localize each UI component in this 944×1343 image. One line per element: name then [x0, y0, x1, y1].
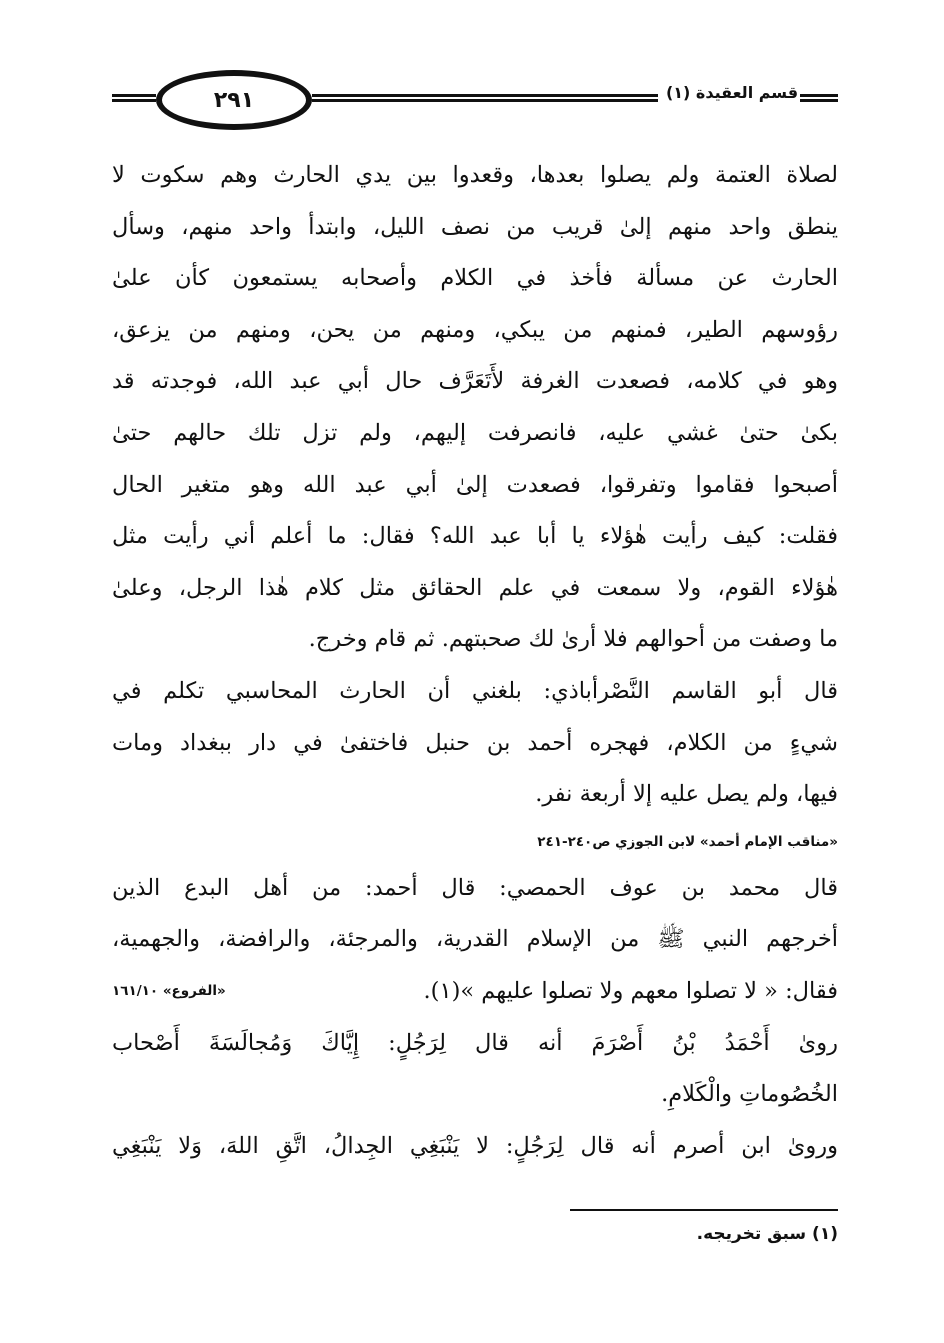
- paragraph: [112, 1018, 838, 1121]
- text-line: بكىٰ حتىٰ غشي عليه، فانصرفت إليهم، ولم تزل تلك حالهم حتىٰ: [112, 419, 838, 446]
- footnote: (١) سبق تخريجه.: [696, 1224, 838, 1244]
- paragraph: [112, 863, 838, 1018]
- text-line: [112, 966, 838, 1018]
- source-reference: «الفروع» ١٦١/١٠: [112, 982, 226, 999]
- paragraph: [112, 1121, 838, 1173]
- text-line: أخرجهم النبي ﷺ من الإسلام القدرية، والمرجئة، والرافضة، والجهمية،: [112, 926, 838, 953]
- paragraph: [112, 150, 838, 666]
- text-line: وروىٰ ابن أصرم أنه قال لِرَجُلٍ: لا يَنْبَغِي الجِدالُ، اتَّقِ اللهَ، وَلا يَنْبَغِي: [112, 1132, 838, 1159]
- text-line: ينطق واحد منهم إلىٰ قريب من نصف الليل، وابتدأ واحد منهم، وسأل: [112, 213, 838, 240]
- text-line: لصلاة العتمة ولم يصلوا بعدها، وقعدوا بين يدي الحارث وهم سكوت لا: [112, 162, 838, 188]
- text-line: قال محمد بن عوف الحمصي: قال أحمد: من أهل البدع الذين: [112, 874, 838, 901]
- text-line: أصبحوا فقاموا وتفرقوا، فصعدت إلىٰ أبي عبد الله وهو متغير الحال: [112, 471, 838, 498]
- text-line: روىٰ أَحْمَدُ بْنُ أَصْرَمَ أنه قال لِرَجُلٍ: إِيَّاكَ وَمُجالَسَةَ أَصْحاب: [112, 1029, 838, 1056]
- text-line: الخُصُوماتِ والْكَلامِ.: [661, 1081, 838, 1108]
- footnote-divider: [570, 1209, 838, 1211]
- text-line: فيها، ولم يصل عليه إلا أربعة نفر.: [535, 781, 838, 808]
- page-number: ٢٩١: [156, 70, 312, 130]
- running-title: قسم العقيدة (١): [658, 83, 806, 102]
- text-line: هٰؤلاء القوم، ولا سمعت في علم الحقائق مثل كلام هٰذا الرجل، وعلىٰ: [112, 574, 838, 601]
- text-line: قال أبو القاسم النَّصْرأباذي: بلغني أن الحارث المحاسبي تكلم في: [112, 677, 838, 704]
- paragraph: [112, 666, 838, 863]
- text-line: الحارث عن مسألة فأخذ في الكلام وأصحابه يستمعون كأن علىٰ: [112, 265, 838, 292]
- text-line: فقلت: كيف رأيت هٰؤلاء يا أبا عبد الله؟ فقال: ما أعلم أني رأيت مثل: [112, 523, 838, 550]
- header-rule-far: [800, 94, 838, 102]
- text-line: وهو في كلامه، فصعدت الغرفة لأَتَعَرَّف حال أبي عبد الله، فوجدته قد: [112, 368, 838, 395]
- page-header: [112, 70, 838, 140]
- text-line: رؤوسهم الطير، فمنهم من يبكي، ومنهم من يحن، ومنهم من يزعق،: [112, 316, 838, 343]
- header-rule-left: [112, 94, 156, 102]
- text-line-content: فقال: « لا تصلوا معهم ولا تصلوا عليهم »(١).: [423, 977, 838, 1004]
- source-reference: «مناقب الإمام أحمد» لابن الجوزي ص٢٤٠-٢٤١: [537, 833, 838, 850]
- text-line: ما وصفت من أحوالهم فلا أرىٰ لك صحبتهم. ثم قام وخرج.: [308, 626, 838, 653]
- text-line: شيءٍ من الكلام، فهجره أحمد بن حنبل فاختفىٰ في دار ببغداد ومات: [112, 729, 838, 756]
- body-text: [112, 150, 838, 1172]
